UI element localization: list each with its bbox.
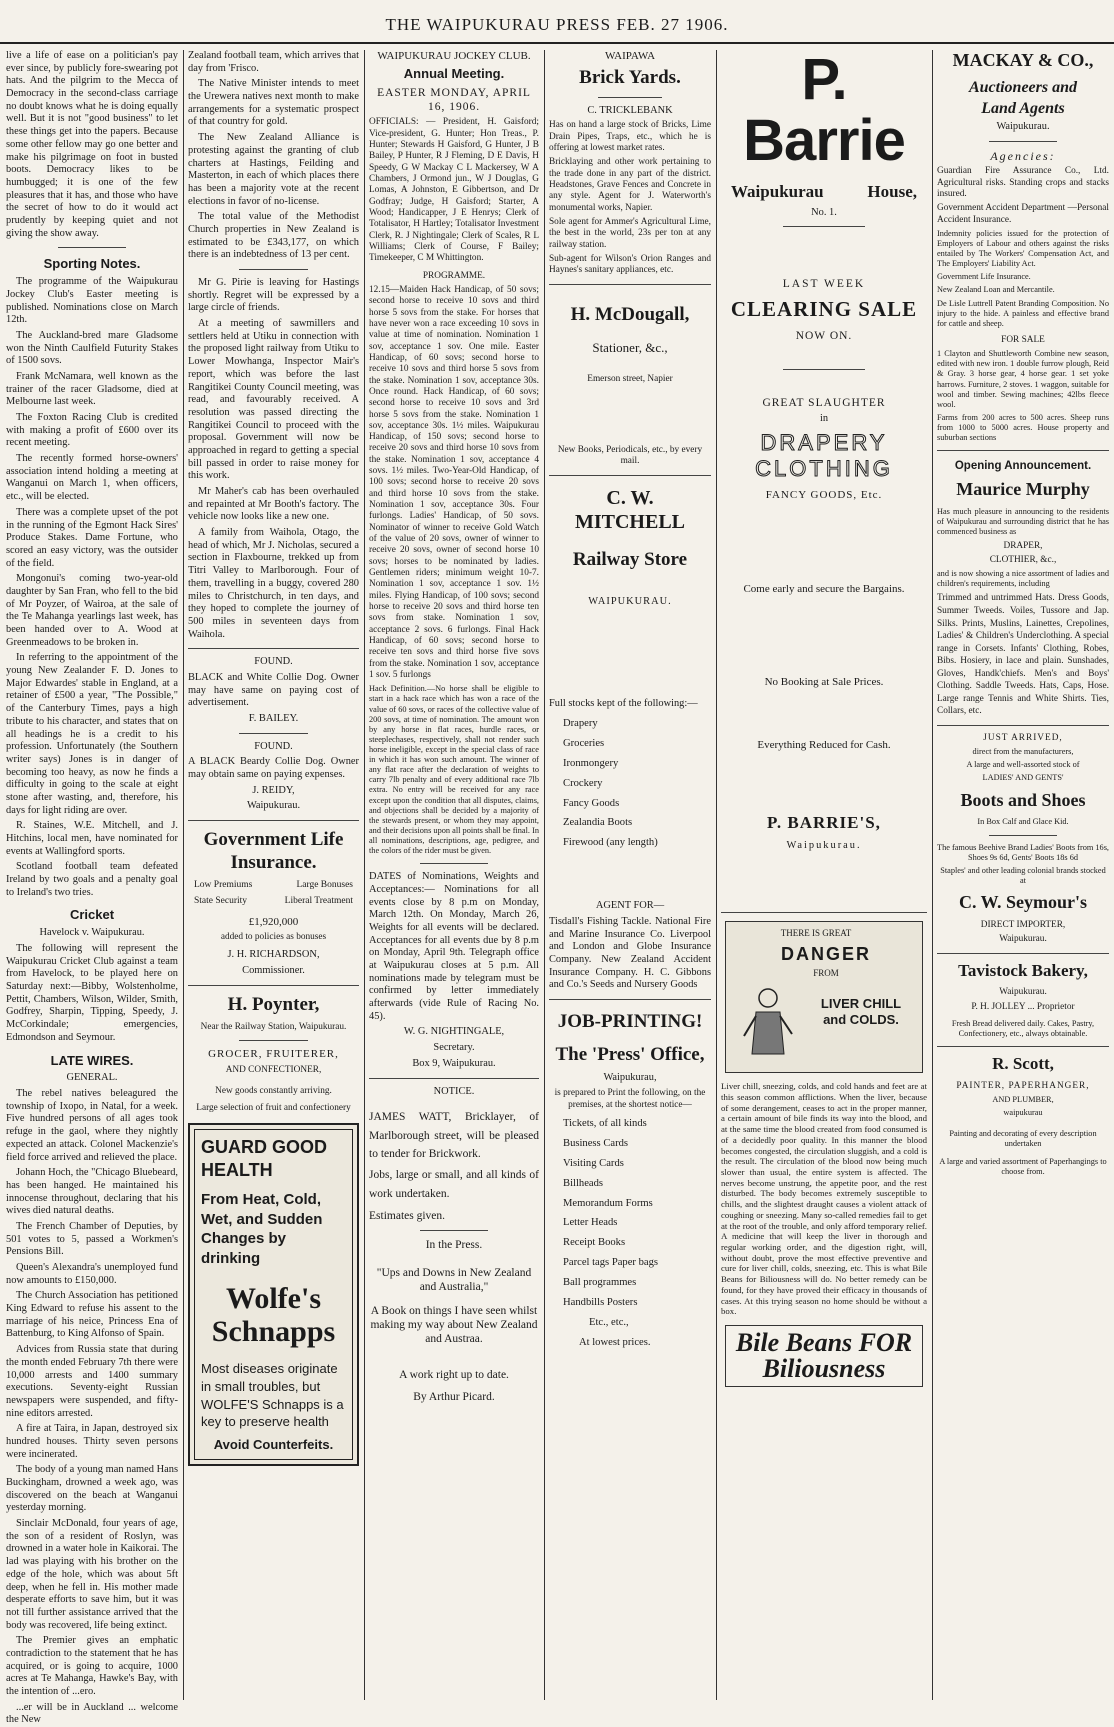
dates-text: DATES of Nominations, Weights and Acceptances:— Nominations for all events close by 8 p.m on Monday, March 12th. On Monday, March 26, Weights for all events will be declared. Acceptances for all events due by 8 p.m on Monday, April 9th. Telegraph office at Waipukurau closes at 5 p.m. All nominations made by telegram must be confirmed by letter immediately afterwards (vide Rule of Racing No. 45). <box>369 871 539 1022</box>
ad-text: Government Life Insurance. <box>937 272 1031 282</box>
ad-text: THERE IS GREAT <box>780 928 852 939</box>
ad-heading: Land Agents <box>981 100 1065 118</box>
ad-text: Stationer, &c., <box>592 339 668 355</box>
ad-text: LADIES' AND GENTS' <box>982 773 1064 783</box>
divider <box>420 1230 488 1231</box>
ad-text: No. 1. <box>811 206 837 218</box>
ad-text: New Books, Periodicals, etc., by every mail. <box>557 444 703 467</box>
ad-text: A large and well-assorted stock of <box>966 760 1080 770</box>
ad-text: Waipukurau, <box>603 1072 657 1084</box>
ad-text: Trimmed and untrimmed Hats. Dress Goods, Summer Tweeds. Voiles, Tussore and Jap. Silks. Prints, Muslins, Lainettes, Crepolines, Ladies' & Children's Underclothing. A special range in Corsets. Infants' Clothing, Robes, Bibs. Hosiery, in lace and plain. Sunshades, Gloves, Handk'chiefs. Men's and Boys' Clothing. Saddle Tweeds. Hats, Caps, Hose. Large range Tennis and White Shirts. Ties, Collars, etc. <box>937 593 1109 717</box>
ad-text: Bricklaying and other work pertaining to the trade done in any part of the district. Headstones, Grave Fences and Concrete in any style. Agent for J. Waterworth's monumental works, Napier. <box>549 157 711 213</box>
notice-heading: NOTICE. <box>433 1085 475 1097</box>
paragraph: The following will represent the Waipukurau Cricket Club against a team from Havelock, to be played here on Saturday next:—Bibby, Wolstenholme, Pettit, Chambers, Wilson, Wilder, Smith, Godfrey, Sharpin, Tipping, Speedy, J. McCorkindale; emergencies, Edmondson and Seymour. <box>6 943 178 1043</box>
paragraph: Johann Hoch, the "Chicago Bluebeard, has been hanged. He maintained his innocense throughout, declaring that his wives died natural deaths. <box>6 1167 178 1217</box>
ad-text: DIRECT IMPORTER, <box>980 919 1066 930</box>
ad-frame <box>194 1129 353 1461</box>
list-item: Etc., etc., <box>589 1317 629 1329</box>
column-advertisements-2 <box>937 50 1109 1700</box>
divider <box>598 97 663 98</box>
paragraph: Zealand football team, which arrives that day from 'Frisco. <box>188 50 359 74</box>
ad-text: A large and varied assortment of Paperhangings to choose from. <box>939 1156 1107 1176</box>
paragraph: R. Staines, W.E. Mitchell, and J. Hitchins, local men, have nominated for events at Wallingford sports. <box>6 820 178 857</box>
list-item: Ironmongery <box>563 757 619 769</box>
paragraph: The Church Association has petitioned King Edward to refuse his assent to the marriage of his neice, Princess Ena of Battenburg, to King Alfonso of Spain. <box>6 1290 178 1340</box>
ad-text: Low Premiums <box>194 880 253 891</box>
section-heading: LATE WIRES. <box>50 1052 134 1068</box>
ad-heading: The 'Press' Office, <box>555 1044 705 1066</box>
found-heading: FOUND. <box>254 740 293 752</box>
divider <box>549 475 711 476</box>
secretary-box: Box 9, Waipukurau. <box>412 1057 496 1069</box>
ad-heading: AGENT FOR— <box>595 900 665 912</box>
divider <box>239 1040 307 1041</box>
subheading: GENERAL. <box>66 1072 118 1084</box>
ad-text: Waipukurau. <box>996 120 1050 132</box>
ad-text: Has much pleasure in announcing to the residents of Waipukurau and surrounding district that he has commenced business as <box>937 507 1109 537</box>
ad-text: direct from the manufacturers, <box>972 747 1074 757</box>
ad-text: Liver chill, sneezing, colds, and cold hands and feet are at this season common afflictions. When the liver, because of some derangement, ceases to act in the proper manner, a certain amount of bile finds its way into the blood, and at the same time the blood created from food consumed is of a decidedly poor quality. In this manner the blood becomes congested, the circulation sluggish, and a cold is the result. The circulation of the blood now being much slower than usual, the entire system is affected. The nerves become unstrung, the appetite poor, and the rest disturbed. The body becomes extremely susceptible to chills, and the slightest draught causes a violent attack of coughing or sneezing. Many so-called remedies fail to get at the root of the trouble, and only afford temporary relief. A medicine that will keep the liver in thorough and regular working order, and the digestion right, will, without doubt, prove the most effective preventive and cure for liver chill, colds, sneezing, etc. This is what Bile Beans for Biliousness will do. No better remedy can be found, for they have proved their efficacy in thousands of cases. At this trying season no home should be without a box. <box>721 1081 927 1317</box>
shivering-man-icon <box>738 984 798 1064</box>
paragraph: Advices from Russia state that during the month ended February 7th there were 10,000 arrests and 1400 summary executions. Seventy-eight Russian newspapers were suspended, and fifty-nine editors arrested. <box>6 1344 178 1419</box>
ad-text: The famous Beehive Brand Ladies' Boots from 16s, Shoes 9s 6d, Gents' Boots 18s 6d <box>937 842 1110 862</box>
bile-beans-illustration <box>725 921 923 1073</box>
divider <box>188 648 359 649</box>
ad-heading: Auctioneers and <box>968 78 1077 96</box>
divider <box>239 269 307 270</box>
ad-text: Tisdall's Fishing Tackle. National Fire and Marine Insurance Co. Liverpool and London and Globe Insurance Company. New Zealand Accident Insurance Company. H. C. Gibbons and Co.'s Seeds and Nursery Goods <box>549 916 711 991</box>
divider <box>549 284 711 285</box>
list-item: Fancy Goods <box>563 797 620 809</box>
ad-text: AND CONFECTIONER, <box>225 1064 322 1075</box>
ad-text: Fresh Bread delivered daily. Cakes, Pastry, Confectionery, etc., always obtainable. <box>951 1019 1095 1039</box>
ad-text: WAIPAWA <box>604 50 656 62</box>
ad-heading: Opening Announcement. <box>954 460 1092 473</box>
divider <box>989 835 1058 836</box>
paragraph: Queen's Alexandra's unemployed fund now amounts to £150,000. <box>6 1262 178 1286</box>
ad-text: De Lisle Luttrell Patent Branding Composition. No injury to the hide. A painless and effective brand for cattle and sheep. <box>937 298 1109 328</box>
paragraph: The total value of the Methodist Church properties in New Zealand is estimated to be £343,177, on which there is an indebtedness of 13 per cent. <box>188 211 359 261</box>
list-item: Firewood (any length) <box>563 837 658 849</box>
ad-text: GROCER, FRUITERER, <box>208 1048 339 1061</box>
ad-heading: H. McDougall, <box>570 303 690 325</box>
ad-text: Liberal Treatment <box>284 896 353 907</box>
paragraph: The Foxton Racing Club is credited with making a profit of £600 over its recent meeting. <box>6 412 178 449</box>
divider <box>420 863 488 864</box>
ad-heading: DANGER <box>780 944 871 965</box>
ad-heading: Brick Yards. <box>579 67 681 89</box>
ad-agent: J. H. RICHARDSON, <box>227 949 320 961</box>
section-heading: Annual Meeting. <box>403 66 505 82</box>
ad-text: Sole agent for Ammer's Agricultural Lime, the best in the world, 23s per ton at any railway station. <box>549 216 711 250</box>
column-rule <box>183 50 184 1700</box>
ad-heading: JOB-PRINTING! <box>557 1011 703 1033</box>
wolfes-schnapps-ad <box>188 1123 359 1467</box>
found-ad-signature: F. BAILEY. <box>248 713 299 724</box>
divider <box>549 999 711 1000</box>
list-item: Memorandum Forms <box>563 1197 653 1209</box>
ad-heading: Tavistock Bakery, <box>958 960 1088 980</box>
paragraph: Sinclair McDonald, four years of age, the son of a resident of Roslyn, was drowned in a water hole in Kaikorai. The lad was playing with his brother on the edge of the hole, which was about 5ft deep, when he fell in. His mother made desperate efforts to save him, but it was not till further assistance arrived that the body was recovered, life being extinct. <box>6 1518 178 1631</box>
ad-text: JUST ARRIVED, <box>983 732 1063 743</box>
ad-heading: Government Life Insurance. <box>203 829 344 874</box>
paragraph: In referring to the appointment of the young New Zealander F. D. Jones to Major Edwardes' stable in England, at a retainer of £500 a year, "The Possible," of the Canterbury Times, pays a high tribute to his character, and states that on all headings he is a credit to his profession. Unfortunately (the Southern writer says) Jones is in danger of becoming too heavy, as now he finds a difficulty in going to the scale at eight stone after wasting, and, therefore, his days for light riding are over. <box>6 652 178 816</box>
list-item: Ball programmes <box>563 1277 637 1289</box>
meeting-date: EASTER MONDAY, APRIL 16, 1906. <box>377 87 531 114</box>
secretary-name: W. G. NIGHTINGALE, <box>403 1026 505 1038</box>
press-text: "Ups and Downs in New Zealand and Australia," <box>376 1267 532 1294</box>
list-item: Zealandia Boots <box>563 817 633 829</box>
found-ad-text: A BLACK Beardy Collie Dog. Owner may obtain same on paying expenses. <box>188 756 359 781</box>
ad-text: New Zealand Loan and Mercantile. <box>937 285 1055 295</box>
ad-row <box>194 880 353 892</box>
column-jockey-club <box>369 50 539 1700</box>
ad-text: Everything Reduced for Cash. <box>757 739 891 752</box>
divider <box>937 953 1109 954</box>
ad-text: Waipukurau. <box>786 839 862 851</box>
paragraph: ...er will be in Auckland ... welcome the New <box>6 1701 178 1726</box>
ad-text: Painting and decorating of every description undertaken <box>949 1128 1097 1148</box>
ad-text: Has on hand a large stock of Bricks, Lime Drain Pipes, Traps, etc., which he is offering at lowest market rates. <box>549 120 711 153</box>
divider <box>937 450 1109 451</box>
list-item: Handbills Posters <box>563 1297 638 1309</box>
paragraph: Mr G. Pirie is leaving for Hastings shortly. Regret will be expressed by a large circle of friends. <box>188 277 359 314</box>
ad-text: DRAPER, <box>1003 540 1043 551</box>
press-text: A work right up to date. <box>399 1369 509 1382</box>
list-item: Business Cards <box>563 1137 629 1149</box>
section-heading: Sporting Notes. <box>43 256 141 272</box>
ad-heading: P. BARRIE'S, <box>767 812 881 832</box>
ad-heading: MACKAY & CO., <box>952 50 1094 70</box>
ad-heading: CLOTHING <box>755 456 893 482</box>
ad-text: 1 Clayton and Shuttleworth Combine new season, edited with new iron. 1 double furrow plough, Reid & Gray. 3 horse gear, 4 horse gear. 1 set yoke harrows. Furniture, 2 stoves. 1 waggon, suitable for wool and timber. Sewing machines; 42lbs fleece wool. <box>937 349 1109 409</box>
column-rule <box>932 50 933 1700</box>
ad-text: Indemnity policies issued for the protection of Employers of Labour and others against the risks entailed by The Workers' Compensation Act, and The Employers' Liability Act. <box>937 228 1109 269</box>
paragraph: The programme of the Waipukurau Jockey Club's Easter meeting is published. Nominations close on March 12th. <box>6 276 178 326</box>
ad-amount: £1,920,000 <box>248 915 299 928</box>
ad-text: Staples' and other leading colonial brands stocked at <box>940 865 1106 885</box>
found-heading: FOUND. <box>254 656 293 668</box>
paragraph: The Auckland-bred mare Gladsome won the Ninth Caulfield Futurity Stakes of 1500 sovs. <box>6 329 178 367</box>
ad-heading: C. W. Seymour's <box>958 892 1088 913</box>
list-item: Letter Heads <box>563 1217 618 1229</box>
paragraph: The Premier gives an emphatic contradiction to the statement that he has acquired, or is going to acquire, 1000 acres at Te Mahanga, Hawke's Bay, with the intention of ...ero. <box>6 1635 178 1698</box>
ad-text: and is now showing a nice assortment of ladies and children's requirements, including <box>937 569 1109 589</box>
ad-text: Come early and secure the Bargains. <box>743 582 905 595</box>
ad-heading: CLEARING SALE <box>730 297 918 322</box>
ad-agent-role: Commissioner. <box>242 965 305 977</box>
secretary-role: Secretary. <box>433 1042 475 1054</box>
ad-heading: H. Poynter, <box>227 993 320 1015</box>
ad-heading: FOR SALE <box>1001 334 1045 345</box>
press-text: By Arthur Picard. <box>413 1391 495 1404</box>
notice-text: Jobs, large or small, and all kinds of work undertaken. <box>369 1169 539 1200</box>
ad-text: NOW ON. <box>795 329 853 342</box>
ad-text: GREAT SLAUGHTER <box>762 396 886 409</box>
ad-text: waipukurau <box>1003 1108 1043 1118</box>
rules-text: Hack Definition.—No horse shall be eligible to start in a hack race which has won a race of the value of 60 sovs, or races of the collective value of 200 sovs, at time of nomination. The amount won by any horse in flat races, hurdle races, or steeplechases, respectively, shall not render such horse ineligible, except in the special class of race in which it has won such amount. The winner of any flat race after the declaration of weights to carry 7lb penalty and of every additional race 7lb extra. No entry will be received for any race except upon the condition that all disputes, claims, and objections shall be decided by a majority of the stewards present, or whom they may appoint, and their decisions upon all points shall be final. In all nominations, descriptions, age, pedigree, and the colors of the rider must be given. <box>369 684 539 856</box>
ad-text: Near the Railway Station, Waipukurau. <box>200 1021 347 1032</box>
ad-text: House, <box>867 181 917 201</box>
ad-text: Large selection of fruit and confectionery <box>196 1103 351 1114</box>
divider <box>937 1046 1109 1047</box>
found-ad-place: Waipukurau. <box>246 800 301 812</box>
list-item: Groceries <box>563 737 605 749</box>
list-item: Tickets, of all kinds <box>563 1117 647 1129</box>
ad-row <box>731 182 917 203</box>
ad-text: Sub-agent for Wilson's Orion Ranges and Haynes's sanitary appliances, etc. <box>549 253 711 276</box>
list-item: Receipt Books <box>563 1237 626 1249</box>
ad-heading: GUARD GOOD HEALTH <box>201 1136 327 1181</box>
ad-text: is prepared to Print the following, on the premises, at the shortest notice— <box>554 1088 706 1110</box>
press-heading: In the Press. <box>425 1239 483 1252</box>
ad-text: From Heat, Cold, Wet, and Sudden Changes by drinking <box>201 1191 323 1267</box>
list-item: Parcel tags Paper bags <box>563 1257 659 1269</box>
brand-name: Wolfe's Schnapps <box>211 1282 336 1349</box>
press-text: A Book on things I have seen whilst making my way about New Zealand and Austraa. <box>370 1305 538 1346</box>
ad-text: State Security <box>194 896 248 907</box>
masthead: THE WAIPUKURAU PRESS FEB. 27 1906. <box>0 8 1114 44</box>
officials-list: OFFICIALS: — President, H. Gaisford; Vice-president, G. Hunter; Hon Treas., P. Hunter; Stewards H Gaisford, G Hunter, J B Bailey, P Hunter, R J Fleming, D E Davis, H Speedy, G W Mackay C L Mackersey, W A Chambers, J Ormond jun., W J Douglas, G Lomas, A Johnston, E Gibbertson, and Dr Godfray; Judge, H Gaisford; Starter, A Wood; Handicapper, J E Henrys; Clerk of Totalisator, H Hartley; Totalisator Investment Clerk, R. J Nightingale; Clerk of Scales, R L Williams; Clerk of Course, F Bailey; Timekeeper, C M Whittington. <box>369 117 539 264</box>
paragraph: The French Chamber of Deputies, by 501 votes to 5, passed a Workmen's Pensions Bill. <box>6 1220 178 1258</box>
subheading: PROGRAMME. <box>422 270 486 281</box>
paragraph: There was a complete upset of the pot in the running of the Egmont Hack Sires' Produce Stakes. Dame Fortune, who scored an easy victory, was the outsider of the field. <box>6 506 178 569</box>
list-item: Visiting Cards <box>563 1157 624 1169</box>
notice-text: JAMES WATT, Bricklayer, of Marlborough street, will be pleased to tender for Brickwork. <box>369 1111 539 1161</box>
column-news-1 <box>6 50 178 1726</box>
ad-text: CLOTHIER, &c., <box>989 554 1057 565</box>
ad-text: added to policies as bonuses <box>220 932 327 943</box>
column-news-2 <box>188 50 359 1700</box>
divider <box>369 1078 539 1079</box>
paragraph: Mongonui's coming two-year-old daughter by San Fran, who fell to the bid of Mr Poyzer, of Wairoa, at the sale of the Te Mahanga yearlings last week, has been handed over to A. Wood at Greenmeadows to be broken in. <box>6 573 178 648</box>
ad-owner: C. TRICKLEBANK <box>587 104 673 116</box>
column-advertisements-1 <box>549 50 711 1700</box>
paragraph: Scotland football team defeated Ireland by two goals and a penalty goal to Ireland's two tries. <box>6 861 178 898</box>
paragraph: The New Zealand Alliance is protesting against the granting of club charters at Hastings, Feilding and Masterton, in each of which places there has been a majority vote at the recent elections in favor of no-license. <box>188 132 359 207</box>
ad-text: Most diseases originate in small troubles, but WOLFE'S Schnapps is a key to preserve health <box>201 1361 344 1430</box>
section-heading: Cricket <box>69 907 115 923</box>
divider <box>188 985 359 986</box>
ad-text: Farms from 200 acres to 500 acres. Sheep runs from 1000 to 5000 acres. House property and suburban sections <box>937 412 1109 443</box>
goods-list <box>549 718 711 850</box>
ad-text: PAINTER, PAPERHANGER, <box>956 1080 1090 1091</box>
paragraph: The recently formed horse-owners' association intend holding a meeting at Wanganui on March 1, when officers, etc., will be elected. <box>6 453 178 503</box>
ad-text: WAIPUKURAU. <box>588 595 672 607</box>
programme-text: 12.15—Maiden Hack Handicap, of 50 sovs; second horse to receive 10 sovs and third horse 5 sovs from the stake. For horses that have never won a race exceeding 10 sovs in value at time of nomination. Nomination 1 sov, acceptance 1 sov. One mile. Easter Handicap, of 60 sovs; second horse to receive 10 sovs and third horse 5 sovs from the stake. Nomination 1 sov, acceptance 30s. Once round. Hack Handicap, of 60 sovs; second horse to receive 10 sovs and 3rd horse 5 sovs from the stake. Nomination 1 sov, acceptance 30s. 1½ miles. Waipukurau Handicap, of 150 sovs; second horse to receive 20 sovs and third horse 10 sovs from the stake. Nomination 1 sov, acceptance 4 sovs. 1½ miles. Two-Year-Old Handicap, of 100 sovs; second horse to receive 20 sovs and third horse 10 sovs from the stake. Nomination 1 sov, acceptance 30s. Four furlongs. Ladies' Handicap, of 50 sovs. Nominator of winner to receive Gold Watch of the value of 20 sovs, owner of winner to receive 20 sovs, owner of second horse 10 sovs; horses to be nominated by ladies. Gentlemen riders; minimum weight 10-7. Nomination 1 sov, acceptance 1 sov. 1½ miles. Flying Handicap, of 100 sovs; second horse to receive 20 sovs and third horse ten sovs from stake. Nomination 1 sov, acceptance 2 sovs. 6 furlongs. Final Hack Handicap, of 60 sovs; second horse to receive ten sovs and third horse five sovs from the stake. Nomination 1 sov, acceptance 1 sov. 5 furlongs <box>369 284 539 681</box>
ad-text: Waipukurau <box>731 181 824 201</box>
ad-text: AND PLUMBER, <box>992 1095 1054 1105</box>
list-item: Billheads <box>563 1177 604 1189</box>
divider <box>188 820 359 821</box>
divider <box>783 226 865 227</box>
ad-row <box>194 896 353 908</box>
ad-text: Avoid Counterfeits. <box>213 1436 334 1452</box>
ad-text: FANCY GOODS, Etc. <box>765 489 883 502</box>
ad-text: LAST WEEK <box>782 278 866 291</box>
printing-list <box>549 1118 711 1350</box>
column-rule <box>544 50 545 1700</box>
subheading: Havelock v. Waipukurau. <box>39 927 145 939</box>
divider <box>783 369 865 370</box>
bile-beans-logo: Bile Beans FOR Biliousness <box>725 1325 923 1387</box>
column-rule <box>716 50 717 1700</box>
divider <box>239 733 307 734</box>
column-barrie-ad <box>721 47 927 1700</box>
club-heading: WAIPUKURAU JOCKEY CLUB. <box>377 50 531 62</box>
column-rule <box>364 50 365 1700</box>
divider <box>989 141 1058 142</box>
list-item: Drapery <box>563 717 598 729</box>
ad-heading: Railway Store <box>572 549 688 571</box>
paragraph: The Native Minister intends to meet the Urewera natives next month to make arrangements for a systematic prospect of that country for gold. <box>188 78 359 128</box>
paragraph: Frank McNamara, well known as the trainer of the racer Gladsome, died at Melbourne last week. <box>6 370 178 408</box>
divider <box>58 247 127 248</box>
ad-text: New goods constantly arriving. <box>215 1085 332 1096</box>
ad-text: Waipukurau. <box>999 934 1047 945</box>
ad-heading: Maurice Murphy <box>956 479 1090 500</box>
found-ad-text: BLACK and White Collie Dog. Owner may have same on paying cost of advertisement. <box>188 671 359 709</box>
paragraph: A fire at Taira, in Japan, destroyed six hundred houses. Thirty seven persons were incinerated. <box>6 1423 178 1460</box>
paragraph: At a meeting of sawmillers and settlers held at Utiku in connection with the proposed light railway from Utiku to Lower Mowhanga, Inspector Mair's report, which was before the last Rangitikei County Council meeting, was read, and favourably received. A resolution was passed directing the Rangitikei Council to proceed with the proposal. Government will now be approached in regard to getting a special bill passed in order to raise money for this work. <box>188 318 359 482</box>
ad-text: P. H. JOLLEY ... Proprietor <box>971 1001 1075 1012</box>
brand-name: P. Barrie <box>743 47 905 173</box>
ad-text: In Box Calf and Glace Kid. <box>977 817 1069 827</box>
ad-text: in <box>819 412 829 424</box>
divider <box>937 725 1109 726</box>
paragraph: A family from Waihola, Otago, the head of which, Mr J. Nicholas, secured a section in Flaxbourne, trekked up from Titri Valley to Marlborough. Four of them, travelling in a buggy, covered 280 miles to Christchurch, in ten days, and they hoped to complete the journey of 500 miles in seventeen days from Waihola. <box>188 527 359 640</box>
ad-text: Government Accident Department —Personal Accident Insurance. <box>937 203 1109 225</box>
paragraph: The body of a young man named Hans Buckingham, drowned a week ago, was discovered on the beach at Wanganui yesterday morning. <box>6 1464 178 1514</box>
ad-heading: R. Scott, <box>992 1054 1054 1074</box>
ad-text: Emerson street, Napier <box>587 373 673 384</box>
paragraph: Mr Maher's cab has been overhauled and repainted at Mr Booth's factory. The vehicle now looks like a new one. <box>188 486 359 523</box>
list-item: At lowest prices. <box>579 1336 651 1348</box>
notice-text: Estimates given. <box>369 1210 446 1223</box>
list-item: Crockery <box>563 777 603 789</box>
divider <box>721 912 927 913</box>
ad-heading: Agencies: <box>990 148 1056 163</box>
ad-text: Waipukurau. <box>999 987 1047 998</box>
ad-text: Full stocks kept of the following:— <box>549 698 698 710</box>
ad-heading: DRAPERY <box>760 429 888 455</box>
ad-text: Large Bonuses <box>296 880 353 891</box>
ad-text: FROM <box>813 968 839 979</box>
article-text: live a life of ease on a politician's pay ever since, by publicly fore-swearing pot hats. And the pilgrim to the Mecca of Democracy in the second-class carriage no doubt knows what he is doing equally well. But it is not "good business" to let these things get into the papers. Because some other fellow may go one better and make his pilgrimage on foot in busted boots. Democracy likes to be humbugged; it is one of the few pleasures that it has, and those who have the secret of how to do it would act prudently by keeping quiet and not giving the show away. <box>6 50 178 239</box>
found-ad-signature: J. REIDY, <box>252 784 295 796</box>
ad-text: Guardian Fire Assurance Co., Ltd. Agricultural risks. Standing crops and stacks insured. <box>937 166 1109 199</box>
ad-heading: Boots and Shoes <box>960 789 1086 810</box>
paragraph: The rebel natives beleagured the township of Ixopo, in Natal, for a week. Five hundred persons of all ages took refuge in the gaol, where they nightly expected an attack. Colonel Mackenzie's field force arrived and relieved the place. <box>6 1088 178 1163</box>
ad-heading: C. W. MITCHELL <box>574 486 686 533</box>
ad-heading: LIVER CHILL and COLDS. <box>820 996 902 1028</box>
ad-text: No Booking at Sale Prices. <box>764 676 884 689</box>
